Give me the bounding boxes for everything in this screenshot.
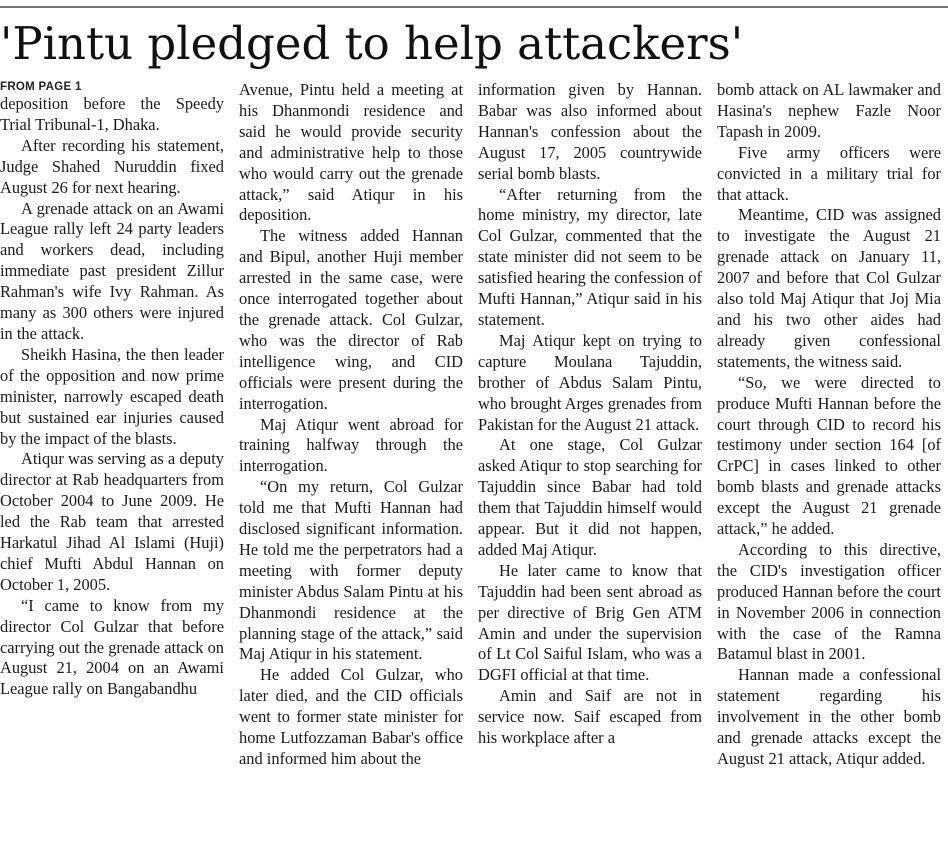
paragraph-continued: deposition before the Speedy Trial Tribunal-1, Dhaka. — [0, 94, 224, 134]
paragraph: At one stage, Col Gulzar asked Atiqur to stop searching for Tajuddin since Babar had told them that Tajuddin himself would appear. But it did not happen, added Maj Atiqur. — [478, 435, 702, 559]
paragraph: He later came to know that Tajuddin had been sent abroad as per directive of Brig Gen ATM Amin and under the supervision of Lt Col Saiful Islam, who was a DGFI official at that time. — [478, 560, 702, 685]
paragraph: The witness added Hannan and Bipul, another Huji member arrested in the same case, were once interrogated together about the grenade attack. Col Gulzar, who was the director of Rab intelligence wing, and CID officials were present during the interrogation. — [239, 226, 463, 413]
paragraph: Sheikh Hasina, the then leader of the opposition and now prime minister, narrowly escaped death but sustained ear injuries caused by the impact of the blasts. — [0, 344, 224, 448]
paragraph: “So, we were directed to produce Mufti Hannan before the court through CID to record his testimony under section 164 [of CrPC] in cases linked to other bomb blasts and grenade attacks except the August 21 grenade attack,” he added. — [717, 372, 941, 539]
column-2 — [239, 80, 463, 854]
paragraph: According to this directive, the CID's investigation officer produced Hannan before the court in November 2006 in connection with the case of the Ramna Batamul blast in 2001. — [717, 539, 941, 664]
paragraph: Meantime, CID was assigned to investigate the August 21 grenade attack on January 11, 2007 and before that Col Gulzar also told Maj Atiqur that Joj Mia and his two other aides had already given confessional statements, the witness said. — [717, 205, 941, 371]
column-4 — [717, 80, 941, 854]
column-1 — [0, 80, 224, 854]
paragraph-continued: Avenue, Pintu held a meeting at his Dhanmondi residence and said he would provide security and administrative help to those who would carry out the grenade attack,” said Atiqur in his deposition. — [239, 80, 463, 225]
paragraph: He added Col Gulzar, who later died, and the CID officials went to former state minister for home Lutfozzaman Babar's office and informed him about the — [239, 665, 463, 768]
paragraph: Amin and Saif are not in service now. Saif escaped from his workplace after a — [478, 686, 702, 748]
paragraph-continued: information given by Hannan. Babar was also informed about Hannan's confession about the August 17, 2005 countrywide serial bomb blasts. — [478, 80, 702, 183]
paragraph: After recording his statement, Judge Shahed Nuruddin fixed August 26 for next hearing. — [0, 135, 224, 197]
kicker: FROM PAGE 1 — [0, 81, 82, 93]
paragraph: “I came to know from my director Col Gulzar that before carrying out the grenade attack on August 21, 2004 on an Awami League rally on Bangabandhu — [0, 595, 224, 699]
paragraph: “On my return, Col Gulzar told me that Mufti Hannan had disclosed significant information. He told me the perpetrators had a meeting with former deputy minister Abdus Salam Pintu at his Dhanmondi residence at the planning stage of the attack,” said Maj Atiqur in his statement. — [239, 477, 463, 664]
paragraph-continued: bomb attack on AL lawmaker and Hasina's nephew Fazle Noor Tapash in 2009. — [717, 80, 941, 141]
article-body — [0, 80, 948, 854]
headline: 'Pintu pledged to help attackers' — [0, 17, 744, 70]
paragraph: A grenade attack on an Awami League rally left 24 party leaders and workers dead, including immediate past president Zillur Rahman's wife Ivy Rahman. As many as 300 others were injured in the attack. — [0, 198, 224, 343]
paragraph: Maj Atiqur kept on trying to capture Moulana Tajuddin, brother of Abdus Salam Pintu, who brought Arges grenades from Pakistan for the August 21 attack. — [478, 330, 702, 434]
top-rule — [0, 6, 948, 8]
paragraph: Five army officers were convicted in a military trial for that attack. — [717, 142, 941, 204]
paragraph: Maj Atiqur went abroad for training halfway through the interrogation. — [239, 414, 463, 476]
paragraph: “After returning from the home ministry, my director, late Col Gulzar, commented that the state minister did not seem to be satisfied hearing the confession of Mufti Hannan,” Atiqur said in his statement. — [478, 184, 702, 329]
paragraph: Atiqur was serving as a deputy director at Rab headquarters from October 2004 to June 2009. He led the Rab team that arrested Harkatul Jihad Al Islami (Huji) chief Mufti Abdul Hannan on October 1, 2005. — [0, 449, 224, 594]
paragraph: Hannan made a confessional statement regarding his involvement in the other bomb and grenade attacks except the August 21 attack, Atiqur added. — [717, 665, 941, 768]
column-3 — [478, 80, 702, 854]
